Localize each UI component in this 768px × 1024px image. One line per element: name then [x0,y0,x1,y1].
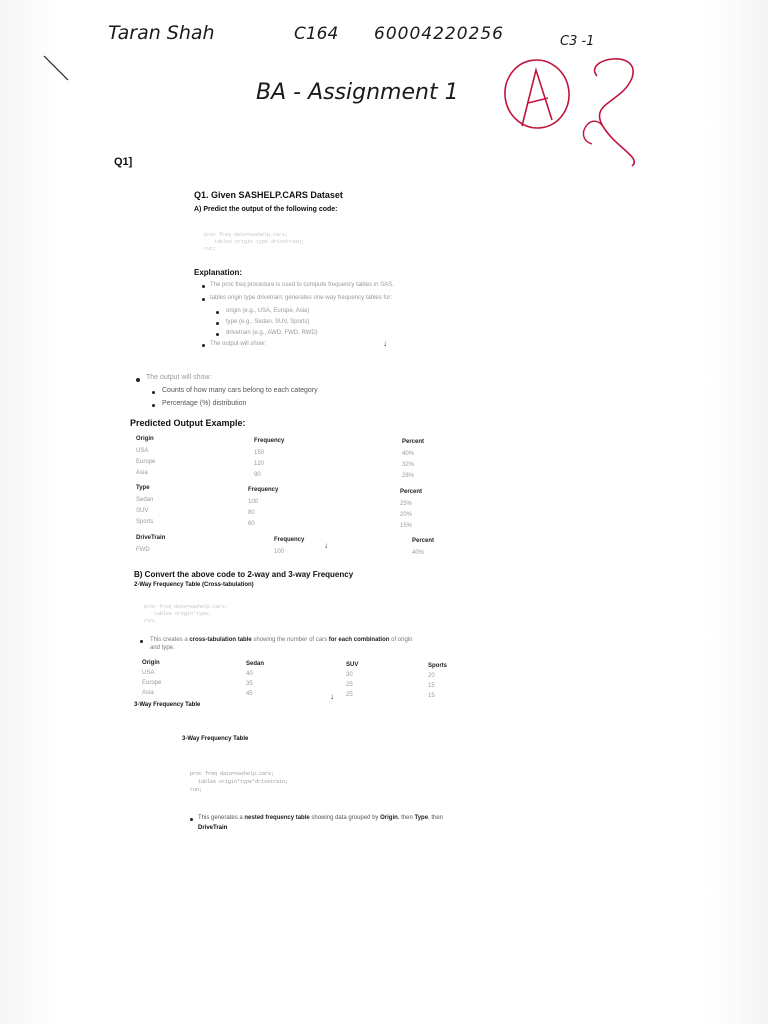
note-text: showing the number of cars [251,637,329,643]
note-bold: nested frequency table [244,815,310,821]
code-line: run; [144,618,157,624]
code-line: run; [204,246,217,252]
scroll-arrow-icon: ↓ [383,339,387,348]
table-cell: 40% [402,451,415,457]
table-header: Frequency [274,537,305,543]
code-line: run; [190,787,203,793]
table-cell: 120 [254,461,265,467]
table-cell: Sedan [136,497,154,503]
code-line: tables origin*type; [154,611,212,617]
table-cell: 15 [428,693,435,699]
table-cell: Asia [142,690,154,696]
table-cell: Europe [142,680,162,686]
table-cell: 90 [254,472,261,478]
table-header: DriveTrain [136,535,166,541]
table-header: Frequency [248,487,279,493]
table-cell: 15% [400,523,413,529]
table-header: Percent [412,538,435,544]
note-bold: Type [414,815,429,821]
table-cell: 20 [428,673,435,679]
explanation-line: drivetrain (e.g., AWD, FWD, RWD) [226,330,318,336]
table-cell: 35 [246,681,253,687]
table-cell: 28% [402,473,415,479]
two-way-note [150,637,412,643]
explanation-line: origin (e.g., USA, Europe, Asia) [226,308,310,314]
note-text: This generates a [198,815,245,821]
student-name: Taran Shah [108,22,215,44]
code-line: tables origin*type*drivetrain; [198,779,289,785]
q1-title: Q1. Given SASHELP.CARS Dataset [194,190,343,200]
three-way-label: 3-Way Frequency Table [134,702,201,708]
output-item: Percentage (%) distribution [162,400,247,407]
table-cell: 40 [246,671,253,677]
table-header: Percent [400,489,423,495]
three-way-note-line2: DriveTrain [198,825,228,831]
code-line: proc freq data=sashelp.cars; [204,232,289,238]
code-block-b [144,604,228,625]
two-way-heading: 2-Way Frequency Table (Cross-tabulation) [134,582,254,588]
code-block-c [190,770,288,794]
table-header: Frequency [254,438,285,444]
table-cell: Asia [136,470,148,476]
note-bold: Origin [380,815,398,821]
note-text: This creates a [150,637,190,643]
explanation-line: The output will show: [210,341,267,347]
table-cell: 40% [412,550,425,556]
sap-id: 60004220256 [374,24,504,44]
part-a-heading: A) Predict the output of the following code: [194,206,338,213]
explanation-line: tables origin type drivetrain; generates one-way frequency tables for: [210,295,393,301]
three-way-heading: 3-Way Frequency Table [182,736,249,742]
table-cell: SUV [136,508,149,514]
table-cell: 20% [400,512,413,518]
division: C3 -1 [560,34,595,49]
part-b-heading: B) Convert the above code to 2-way and 3-way Frequency [134,570,354,579]
table-cell: 80 [248,510,255,516]
table-cell: 100 [248,499,259,505]
table-cell: USA [136,448,149,454]
table-cell: 25% [400,501,413,507]
note-text: , then [397,815,415,821]
explanation-line: type (e.g., Sedan, SUV, Sports) [226,319,310,325]
code-block-a [204,232,304,253]
output-shows: The output will show: [146,374,212,381]
table-cell: FWD [136,547,150,553]
explanation-heading: Explanation: [194,268,243,277]
code-line: proc freq data=sashelp.cars; [190,771,275,777]
scroll-arrow-icon: ↓ [324,541,328,550]
table-header: Sports [428,663,448,669]
table-header: Origin [136,436,154,442]
table-header: Percent [402,439,425,445]
table-cell: 60 [248,521,255,527]
table-cell: 150 [254,450,265,456]
two-way-note-line2: and type. [150,645,175,651]
table-cell: 100 [274,549,285,555]
table-cell: 30 [346,672,353,678]
table-cell: 25 [346,682,353,688]
three-way-note [198,815,443,821]
table-cell: Europe [136,459,156,465]
table-header: Sedan [246,661,265,667]
code-line: proc freq data=sashelp.cars; [144,604,229,610]
explanation-line: The proc freq procedure is used to compute frequency tables in SAS. [210,282,394,288]
roll-number: C164 [294,24,339,44]
table-cell: 25 [346,692,353,698]
table-header: Origin [142,660,160,666]
note-text: showing data grouped by [309,815,381,821]
note-text: of origin [389,637,413,643]
predicted-heading: Predicted Output Example: [130,418,246,428]
table-cell: 32% [402,462,415,468]
code-line: tables origin type drivetrain; [214,239,305,245]
note-bold: for each combination [328,637,390,643]
note-bold: cross-tabulation table [189,637,252,643]
grade-circle-icon [492,48,672,178]
table-cell: Sports [136,519,154,525]
scroll-arrow-icon: ↓ [330,692,334,701]
table-header: SUV [346,662,359,668]
grade-mark [0,0,1,1]
assignment-title: BA - Assignment 1 [256,80,459,105]
table-cell: USA [142,670,155,676]
pen-stroke [40,52,74,86]
question-label: Q1] [114,156,133,168]
table-header: Type [136,485,150,491]
output-item: Counts of how many cars belong to each category [162,387,318,394]
note-text: , then [428,815,444,821]
table-cell: 15 [428,683,435,689]
table-cell: 45 [246,691,253,697]
